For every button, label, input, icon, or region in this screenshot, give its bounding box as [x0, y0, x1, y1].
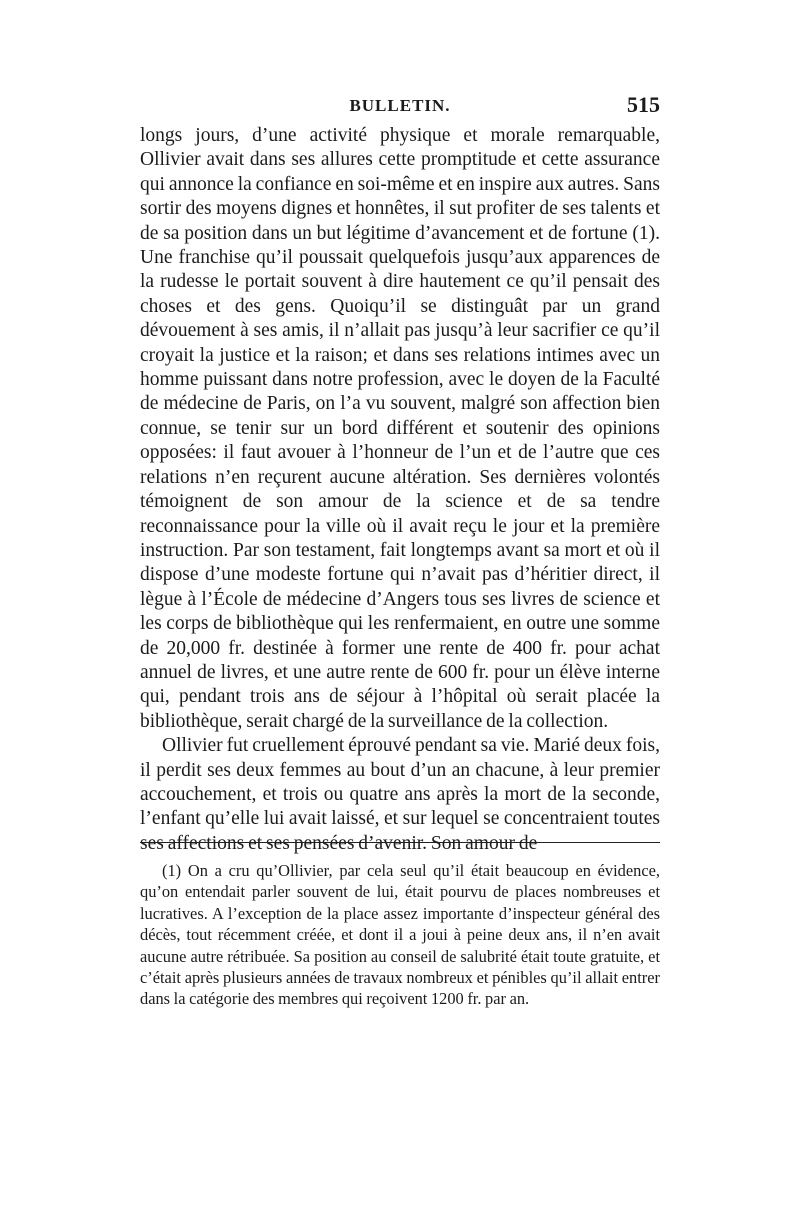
footnote-text: (1) On a cru qu’Ollivier, par cela seul qu’il était beaucoup en évidence, qu’on entendait parler souvent de lui, était pourvu de places nombreuses et lucratives. A l’exception de la place assez importante d’inspecteur général des décès, tout récemment créée, et dont il a joui à peine deux ans, il n’en avait aucune autre rétribuée. Sa position au conseil de salubrité était toute gratuite, et c’était après plusieurs années de travaux nombreux et pénibles qu’il allait entrer dans la catégorie des membres qui reçoivent 1200 fr. par an. [140, 861, 660, 1009]
footnote [140, 860, 660, 1010]
paragraph-1: longs jours, d’une activité physique et morale remarquable, Ollivier avait dans ses allures cette promptitude et cette assurance qui annonce la confiance en soi-même et en inspire aux autres. Sans sortir des moyens dignes et honnêtes, il sut profiter de ses talents et de sa position dans un but légitime d’avancement et de fortune (1). Une franchise qu’il poussait quelquefois jusqu’aux apparences de la rudesse le portait souvent à dire hautement ce qu’il pensait des choses et des gens. Quoiqu’il se distinguât par un grand dévouement à ses amis, il n’allait pas jusqu’à leur sacrifier ce qu’il croyait la justice et la raison; et dans ses relations intimes avec un homme puissant dans notre profession, avec le doyen de la Faculté de médecine de Paris, on l’a vu souvent, malgré son affection bien connue, se tenir sur un bord différent et soutenir des opinions opposées: il faut avouer à l’honneur de l’un et de l’autre que ces relations n’en reçurent aucune altération. Ses dernières volontés témoignent de son amour de la science et de sa tendre reconnaissance pour la ville où il avait reçu le jour et la première instruction. Par son testament, fait longtemps avant sa mort et où il dispose d’une modeste fortune qui n’avait pas d’héritier direct, il lègue à l’École de médecine d’Angers tous ses livres de science et les corps de bibliothèque qui les renfermaient, en outre une somme de 20,000 fr. destinée à former une rente de 400 fr. pour achat annuel de livres, et une autre rente de 600 fr. pour un élève interne qui, pendant trois ans de séjour à l’hôpital où serait placée la bibliothèque, serait chargé de la surveillance de la collection. [140, 125, 660, 732]
page-number: 515 [627, 92, 660, 117]
paragraph-2: Ollivier fut cruellement éprouvé pendant sa vie. Marié deux fois, il perdit ses deux femmes au bout d’un an chacune, à leur premier accouchement, et trois ou quatre ans après la mort de la seconde, l’enfant qu’elle lui avait laissé, et sur lequel se concentraient toutes ses affections et ses pensées d’avenir. Son amour de [140, 735, 660, 854]
running-title: BULLETIN. [349, 96, 451, 115]
footnote-divider [140, 842, 660, 843]
page-header [140, 92, 660, 126]
body-text [140, 124, 660, 856]
